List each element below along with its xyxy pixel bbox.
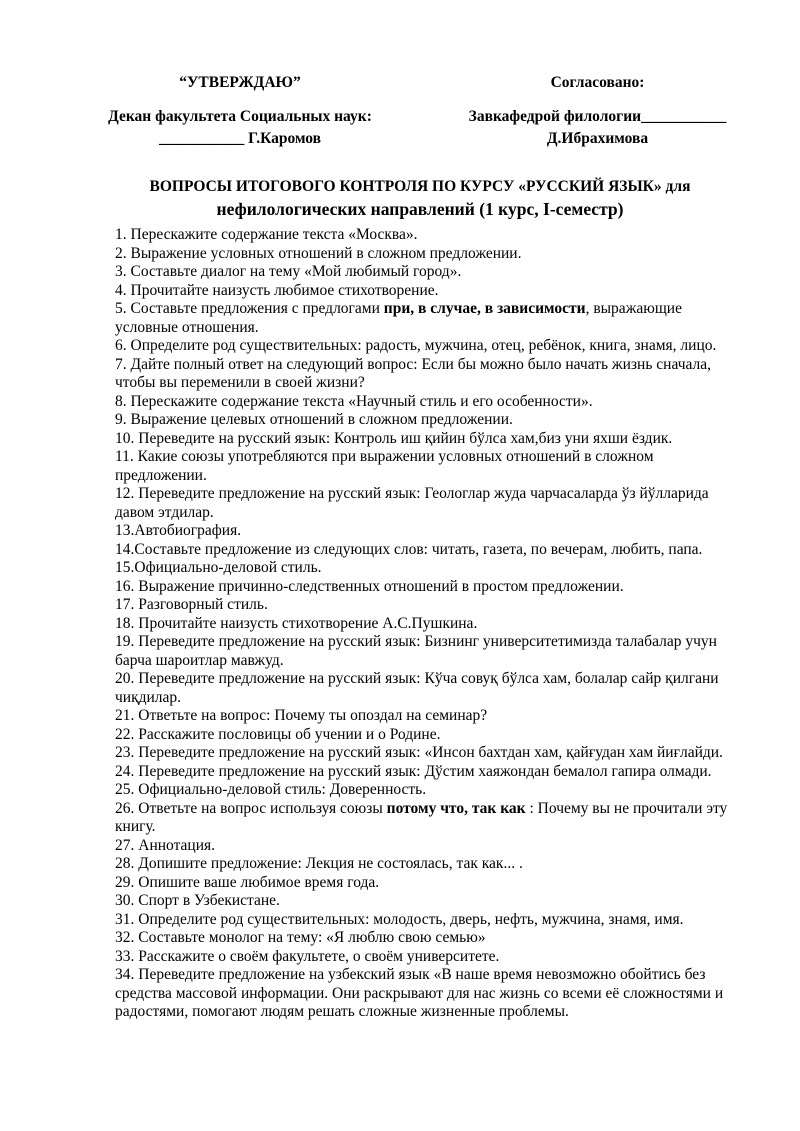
- question-item: [115, 966, 745, 1022]
- question-item: [115, 485, 745, 522]
- question-text: 12. Переведите предложение на русский язык: Геологлар жуда чарчасаларда ўз йўлларида давом этдилар.: [115, 485, 709, 521]
- question-item: [115, 448, 745, 485]
- question-text: 8. Перескажите содержание текста «Научный стиль и его особенности».: [115, 392, 593, 410]
- question-text: 24. Переведите предложение на русский язык: Дўстим хаяжондан бемалол гапира олмади.: [115, 762, 712, 780]
- document-title: [100, 176, 740, 220]
- title-line-1: ВОПРОСЫ ИТОГОВОГО КОНТРОЛЯ ПО КУРСУ «РУССКИЙ ЯЗЫК» для: [149, 178, 691, 195]
- question-item: [115, 892, 745, 911]
- question-text: 1. Перескажите содержание текста «Москва».: [115, 226, 418, 243]
- question-text: 18. Прочитайте наизусть стихотворение А.С.Пушкина.: [115, 614, 478, 632]
- question-text: , выражающие условные отношения.: [115, 300, 682, 336]
- question-item: [115, 522, 745, 541]
- question-text: 25. Официально-деловой стиль: Доверенность.: [115, 781, 427, 798]
- question-item: [115, 837, 745, 856]
- question-text: 2. Выражение условных отношений в сложном предложении.: [115, 244, 522, 262]
- question-text: 20. Переведите предложение на русский язык: Кўча совуқ бўлса хам, болалар сайр қилгани чиқдилар.: [115, 670, 719, 706]
- question-text: 17. Разговорный стиль.: [115, 596, 268, 613]
- agreement-block: [455, 72, 740, 150]
- question-text: 13.Автобиография.: [115, 522, 242, 539]
- question-text: 10. Переведите на русский язык: Контроль иш қийин бўлса хам,биз уни яхши ёздик.: [115, 429, 673, 447]
- question-item: [115, 763, 745, 782]
- question-text: 16. Выражение причинно-следственных отношений в простом предложении.: [115, 577, 624, 595]
- question-text: 22. Расскажите пословицы об учении и о Родине.: [115, 725, 441, 743]
- question-text: 6. Определите род существительных: радость, мужчина, отец, ребёнок, книга, знамя, лицо.: [115, 337, 717, 354]
- question-item: [115, 670, 745, 707]
- question-text: 3. Составьте диалог на тему «Мой любимый город».: [115, 263, 462, 280]
- question-text: 19. Переведите предложение на русский язык: Бизнинг университетимизда талабалар учун барча шароитлар мавжуд.: [115, 633, 717, 669]
- head-of-department-position: Завкафедрой филологии___________: [468, 108, 727, 125]
- question-item: [115, 744, 745, 763]
- question-item: [115, 559, 745, 578]
- question-text: 21. Ответьте на вопрос: Почему ты опоздал на семинар?: [115, 707, 488, 724]
- question-item: [115, 929, 745, 948]
- question-text: 4. Прочитайте наизусть любимое стихотворение.: [115, 281, 439, 299]
- question-text: 31. Определите род существительных: молодость, дверь, нефть, мужчина, знамя, имя.: [115, 910, 684, 928]
- approval-heading: “УТВЕРЖДАЮ”: [179, 74, 301, 91]
- question-text: 32. Составьте монолог на тему: «Я люблю свою семью»: [115, 929, 486, 946]
- question-text: 14.Составьте предложение из следующих слов: читать, газета, по вечерам, любить, папа.: [115, 540, 703, 558]
- question-item: [115, 596, 745, 615]
- title-line-2: нефилологических направлений (1 курс, I-семестр): [216, 199, 624, 219]
- question-item: [115, 800, 745, 837]
- question-item: [115, 615, 745, 634]
- questions-list: [115, 226, 745, 1022]
- agreement-heading: Согласовано:: [550, 74, 645, 91]
- question-item: [115, 781, 745, 800]
- question-item: [115, 226, 745, 245]
- question-item: [115, 337, 745, 356]
- dean-position: Декан факультета Социальных наук:: [108, 108, 372, 125]
- question-item: [115, 726, 745, 745]
- question-item: [115, 707, 745, 726]
- question-text: 33. Расскажите о своём факультете, о своём университете.: [115, 947, 500, 965]
- question-item: [115, 263, 745, 282]
- question-item: [115, 633, 745, 670]
- question-text: 23. Переведите предложение на русский язык: «Инсон бахтдан хам, қайғудан хам йиғлайди.: [115, 744, 723, 761]
- question-emphasis: потому что, так как: [386, 799, 526, 817]
- question-emphasis: при, в случае, в зависимости: [383, 300, 586, 317]
- question-item: [115, 948, 745, 967]
- question-item: [115, 911, 745, 930]
- question-text: 26. Ответьте на вопрос используя союзы: [115, 799, 387, 817]
- question-text: 34. Переведите предложение на узбекский язык «В наше время невозможно обойтись без средства массовой информации. Они раскрывают для нас жизнь со всеми её сложностями и радостями, помогают людям решать сложные жизненные проблемы.: [115, 966, 724, 1020]
- question-text: 7. Дайте полный ответ на следующий вопрос: Если бы можно было начать жизнь сначала, чтобы вы переменили в своей жизни?: [115, 355, 712, 391]
- question-item: [115, 541, 745, 560]
- question-item: [115, 430, 745, 449]
- question-item: [115, 282, 745, 301]
- question-item: [115, 356, 745, 393]
- question-item: [115, 855, 745, 874]
- question-text: 11. Какие союзы употребляются при выражении условных отношений в сложном предложении.: [115, 448, 654, 484]
- question-item: [115, 874, 745, 893]
- question-item: [115, 578, 745, 597]
- question-item: [115, 245, 745, 264]
- question-text: : Почему вы не прочитали эту книгу.: [115, 799, 728, 835]
- dean-signature: ___________ Г.Каромов: [158, 130, 322, 147]
- head-of-department-name: Д.Ибрахимова: [546, 130, 649, 147]
- question-text: 29. Опишите ваше любимое время года.: [115, 873, 380, 891]
- question-item: [115, 393, 745, 412]
- approval-block: [95, 72, 385, 150]
- question-text: 30. Спорт в Узбекистане.: [115, 892, 280, 909]
- question-text: 15.Официально-деловой стиль.: [115, 559, 322, 576]
- question-text: 5. Составьте предложения с предлогами: [115, 300, 384, 317]
- question-item: [115, 411, 745, 430]
- question-item: [115, 300, 745, 337]
- question-text: 9. Выражение целевых отношений в сложном предложении.: [115, 411, 513, 428]
- question-text: 28. Допишите предложение: Лекция не состоялась, так как... .: [115, 855, 523, 872]
- question-text: 27. Аннотация.: [115, 836, 216, 854]
